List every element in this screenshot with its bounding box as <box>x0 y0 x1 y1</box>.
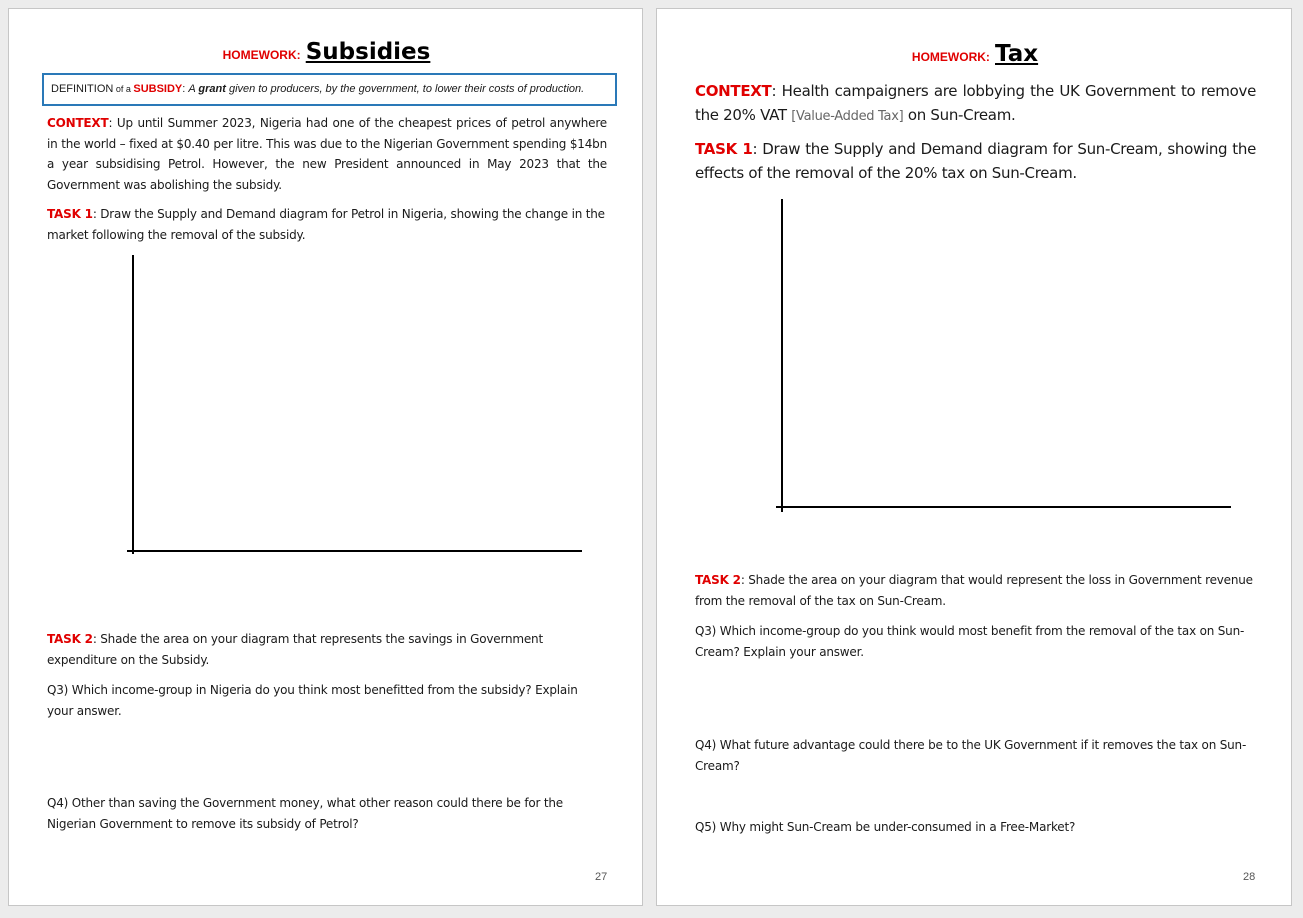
task1-label: TASK 1 <box>695 140 753 158</box>
origin-tick <box>776 506 782 508</box>
page-27 <box>8 8 643 906</box>
y-axis <box>781 199 783 512</box>
task2-paragraph <box>47 629 607 670</box>
context-label: CONTEXT <box>47 116 109 130</box>
vat-bracket: [Value-Added Tax] <box>791 109 904 124</box>
x-axis <box>781 506 1231 508</box>
definition-of-a: of a <box>113 84 134 94</box>
context-text: : Up until Summer 2023, Nigeria had one of the cheapest prices of petrol anywhere in the world – fixed at $0.40 per litre. This was due to the Nigerian Government spending $14bn a year subsidising Petrol. However, the new President announced in May 2023 that the Government was abolishing the subsidy. <box>47 116 607 192</box>
task1-text: : Draw the Supply and Demand diagram for Petrol in Nigeria, showing the change in the market following the removal of the subsidy. <box>47 207 605 242</box>
origin-tick <box>127 550 133 552</box>
x-axis <box>130 550 582 552</box>
task1-paragraph <box>47 204 607 245</box>
task2-label: TASK 2 <box>47 632 93 646</box>
q4-question: Q4) What future advantage could there be to the UK Government if it removes the tax on Sun-Cream? <box>695 738 1247 773</box>
definition-term: SUBSIDY <box>133 83 183 95</box>
definition-box <box>42 73 617 106</box>
title-subsidies: Subsidies <box>305 39 431 65</box>
task1-text: : Draw the Supply and Demand diagram for Sun-Cream, showing the effects of the removal of the 20% tax on Sun-Cream. <box>695 140 1256 182</box>
context-paragraph <box>47 113 607 195</box>
task2-label: TASK 2 <box>695 573 741 587</box>
q3-question: Q3) Which income-group in Nigeria do you think most benefitted from the subsidy? Explain your answer. <box>47 683 578 718</box>
q5-question: Q5) Why might Sun-Cream be under-consumed in a Free-Market? <box>695 820 1076 834</box>
definition-keyword: grant <box>198 83 226 95</box>
page-28 <box>656 8 1292 906</box>
context-text-1: : Health campaigners are lobbying the UK Government to remove the 20% VAT <box>695 82 1256 124</box>
q3-question: Q3) Which income-group do you think would most benefit from the removal of the tax on Sun-Cream? Explain your answer. <box>695 624 1245 659</box>
task1-paragraph <box>695 137 1256 185</box>
context-paragraph <box>695 79 1256 129</box>
task2-text: : Shade the area on your diagram that represents the savings in Government expenditure on the Subsidy. <box>47 632 543 667</box>
page-number: 28 <box>1243 871 1256 883</box>
context-text-2: on Sun-Cream. <box>903 106 1016 124</box>
page-title <box>9 39 644 65</box>
page-number: 27 <box>595 871 608 883</box>
definition-prefix: DEFINITION <box>51 83 114 95</box>
definition-rest: given to producers, by the government, to lower their costs of production. <box>225 83 585 95</box>
definition-a: A <box>188 83 199 95</box>
title-tax: Tax <box>995 41 1039 67</box>
task1-label: TASK 1 <box>47 207 93 221</box>
y-axis <box>132 255 134 554</box>
task2-text: : Shade the area on your diagram that would represent the loss in Government revenue from the removal of the tax on Sun-Cream. <box>695 573 1253 608</box>
homework-label: HOMEWORK: <box>222 48 301 62</box>
definition-colon: : <box>182 83 189 95</box>
task2-paragraph <box>695 570 1256 611</box>
page-title <box>657 41 1293 67</box>
q4-question: Q4) Other than saving the Government money, what other reason could there be for the Nigerian Government to remove its subsidy of Petrol? <box>47 796 563 831</box>
homework-label: HOMEWORK: <box>911 50 990 64</box>
context-label: CONTEXT <box>695 82 772 100</box>
